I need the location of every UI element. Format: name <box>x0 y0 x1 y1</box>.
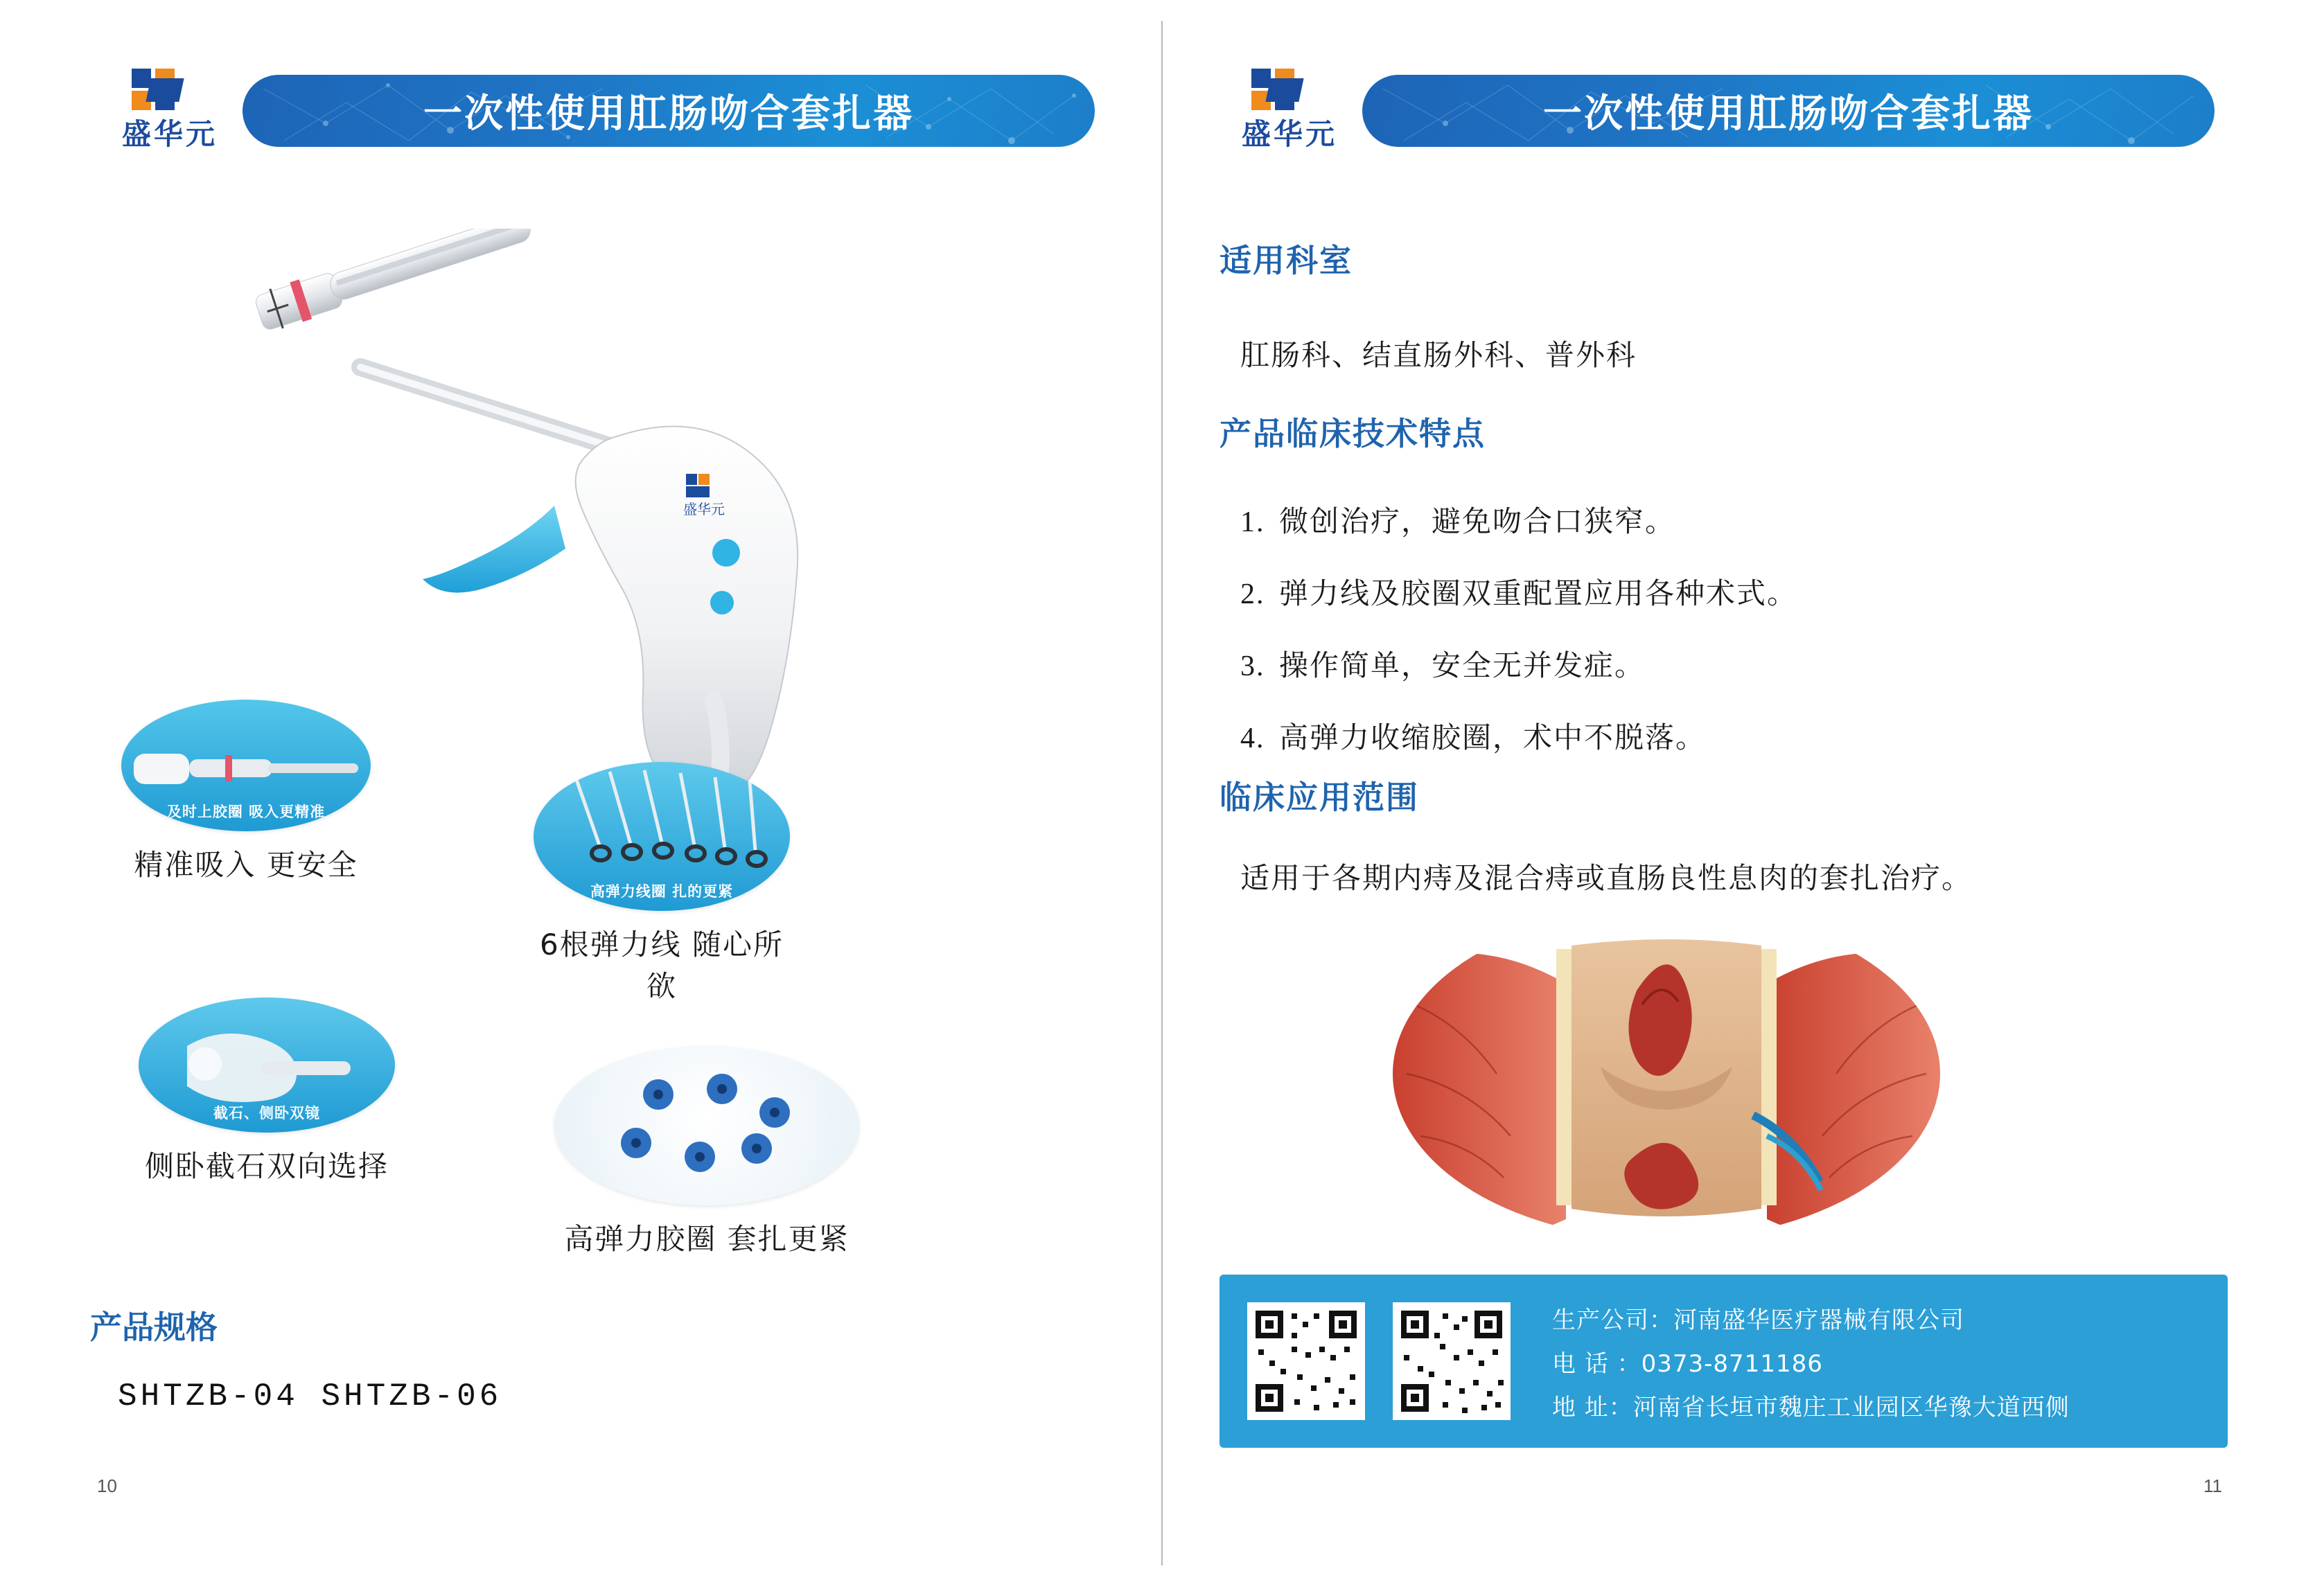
feature-label-1: 精准吸入 更安全 <box>134 848 358 882</box>
list-item-number: 1. <box>1240 506 1265 538</box>
brand-logo <box>104 66 243 156</box>
department-title: 适用科室 <box>1220 242 1353 279</box>
feature-image-3 <box>139 998 395 1133</box>
right-banner-title: 一次性使用肛肠吻合套扎器 <box>1543 91 2034 136</box>
scope-title: 临床应用范围 <box>1220 779 1419 816</box>
left-page <box>0 0 1161 1587</box>
list-item-number: 3. <box>1240 650 1265 682</box>
feature-card-2 <box>534 762 790 1005</box>
feature-image-4 <box>554 1046 859 1205</box>
feature-label-2: 6根弹力线 随心所欲 <box>539 928 784 1003</box>
contact-address-value: 河南省长垣市魏庄工业园区华豫大道西侧 <box>1632 1393 2070 1421</box>
left-banner-title: 一次性使用肛肠吻合套扎器 <box>423 91 914 136</box>
contact-company-label: 生产公司： <box>1552 1306 1673 1334</box>
feature-image-2 <box>534 762 790 911</box>
svg-text:盛华元: 盛华元 <box>683 501 725 517</box>
feature-caption-2: 高弹力线圈 扎的更紧 <box>590 883 734 900</box>
feature-caption-1: 及时上胶圈 吸入更精准 <box>166 804 326 820</box>
list-item-number: 2. <box>1240 578 1265 610</box>
list-item-text: 操作简单，安全无并发症。 <box>1279 648 1646 682</box>
page-number-left: 10 <box>97 1475 117 1496</box>
right-banner <box>1362 75 2215 147</box>
page-number-right: 11 <box>2203 1475 2222 1496</box>
right-header <box>1224 66 2215 156</box>
department-text: 肛肠科、结直肠外科、普外科 <box>1240 338 1637 372</box>
feature-label-4: 高弹力胶圈 套扎更紧 <box>564 1222 850 1256</box>
list-item-text: 高弹力收缩胶圈，术中不脱落。 <box>1279 720 1707 754</box>
feature-image-1 <box>121 700 371 831</box>
features-title: 产品临床技术特点 <box>1220 415 1486 452</box>
shenghuayuan-logo-icon <box>1251 69 1315 110</box>
feature-card-3 <box>139 998 395 1185</box>
brand-logo-right <box>1224 66 1362 156</box>
list-item-text: 微创治疗，避免吻合口狭窄。 <box>1279 504 1676 538</box>
brand-name: 盛华元 <box>122 117 218 151</box>
contact-company-value: 河南盛华医疗器械有限公司 <box>1673 1306 1964 1334</box>
left-banner <box>243 75 1095 147</box>
feature-card-1 <box>121 700 371 884</box>
feature-label-3: 侧卧截石双向选择 <box>144 1149 389 1183</box>
feature-caption-3: 截石、侧卧双镜 <box>213 1105 320 1121</box>
shenghuayuan-logo-icon <box>132 69 195 110</box>
brand-name-right: 盛华元 <box>1242 117 1338 151</box>
left-header <box>104 66 1095 156</box>
rubber-rings-icon <box>554 1046 859 1205</box>
spec-title: 产品规格 <box>90 1309 218 1346</box>
right-page <box>1161 0 2324 1587</box>
scope-text: 适用于各期内痔及混合痔或直肠良性息肉的套扎治疗。 <box>1240 861 1973 895</box>
list-item-text: 弹力线及胶圈双重配置应用各种术式。 <box>1279 576 1798 610</box>
contact-phone-value: 0373-8711186 <box>1641 1349 1823 1378</box>
feature-card-4 <box>554 1046 859 1258</box>
list-item-number: 4. <box>1240 722 1265 754</box>
contact-phone-label: 电 话 ： <box>1552 1349 1641 1378</box>
spec-values: SHTZB-04 SHTZB-06 <box>118 1378 502 1415</box>
contact-address-label: 地 址： <box>1552 1393 1633 1421</box>
